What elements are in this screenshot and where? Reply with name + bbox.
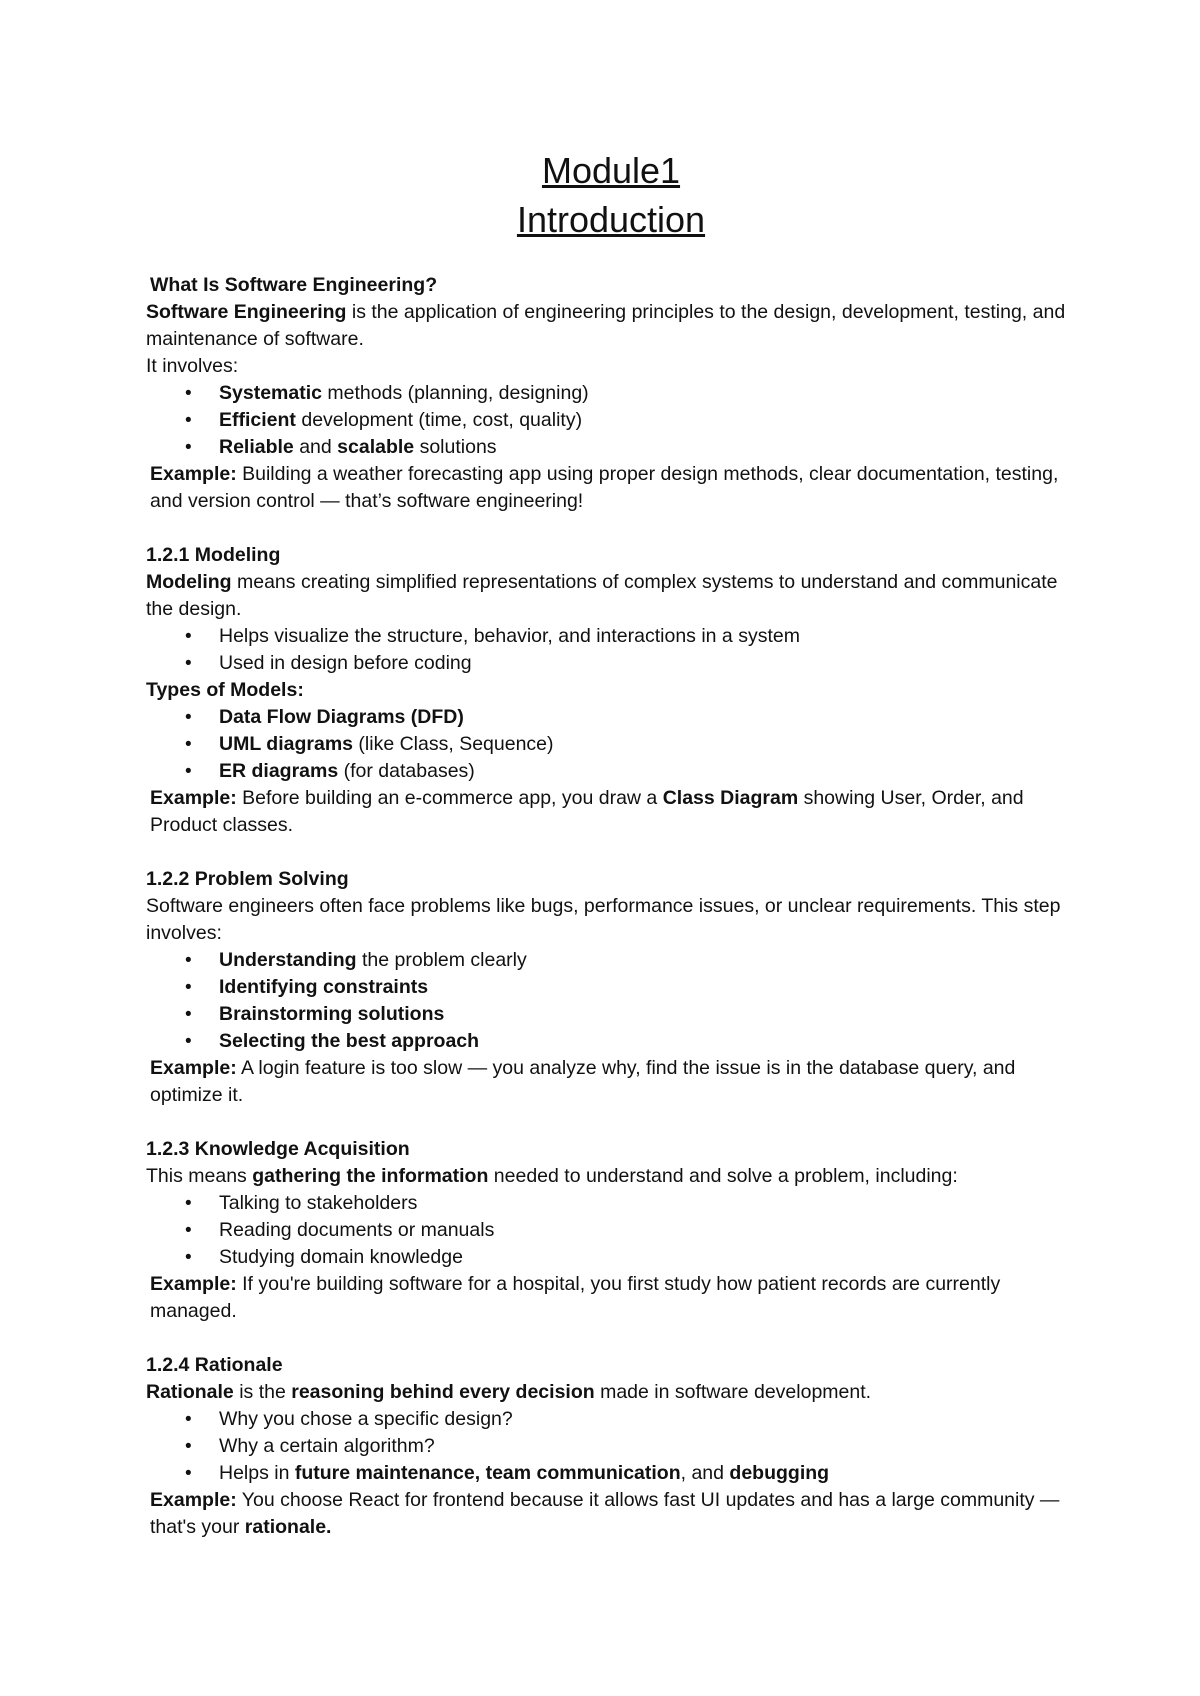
knowledge-text: needed to understand and solve a problem, including: <box>488 1165 958 1187</box>
list-item-bold: Systematic <box>219 382 322 404</box>
section-heading-problem-solving: 1.2.2 Problem Solving <box>146 868 349 890</box>
rationale-example <box>146 1487 1076 1541</box>
example-label: Example: <box>150 463 237 485</box>
intro-example <box>146 461 1076 515</box>
modeling-term: Modeling <box>146 571 232 593</box>
list-item-bold: Identifying constraints <box>219 976 429 998</box>
involves-list <box>146 380 1076 461</box>
list-item-text: Helps in <box>219 1462 295 1484</box>
list-item-text: development (time, cost, quality) <box>295 409 583 431</box>
list-item: • Why a certain algorithm? <box>219 1433 1076 1460</box>
types-of-models-label: Types of Models: <box>146 679 304 701</box>
example-label: Example: <box>150 1057 237 1079</box>
list-item-text: (for databases) <box>338 760 475 782</box>
example-bold: Class Diagram <box>662 787 799 809</box>
list-item-text: , and <box>680 1462 730 1484</box>
section-heading-knowledge: 1.2.3 Knowledge Acquisition <box>146 1138 410 1160</box>
list-item <box>219 947 1076 974</box>
list-item-bold: Selecting the best approach <box>219 1030 480 1052</box>
knowledge-text: This means <box>146 1165 253 1187</box>
list-item <box>219 1028 1076 1055</box>
example-text: If you're building software for a hospital, you first study how patient records are currently managed. <box>150 1273 1001 1322</box>
rationale-list <box>146 1406 1076 1487</box>
example-label: Example: <box>150 1273 237 1295</box>
list-item-bold: future maintenance, team communication <box>294 1462 681 1484</box>
rationale-definition <box>146 1379 1076 1406</box>
problem-list <box>146 947 1076 1055</box>
modeling-list <box>146 623 1076 677</box>
list-item: • Reading documents or manuals <box>219 1217 1076 1244</box>
list-item <box>219 758 1076 785</box>
list-item <box>219 1460 1076 1487</box>
list-item-bold: scalable <box>337 436 415 458</box>
list-item-bold: UML diagrams <box>219 733 354 755</box>
module-subtitle: Introduction <box>516 199 706 240</box>
example-text: A login feature is too slow — you analyze why, find the issue is in the database query, and optimize it. <box>150 1057 1016 1106</box>
example-label: Example: <box>150 1489 237 1511</box>
problem-description: Software engineers often face problems like bugs, performance issues, or unclear requirements. This step involves: <box>146 895 1061 944</box>
list-item <box>219 407 1076 434</box>
section-heading-what-is-se: What Is Software Engineering? <box>150 274 438 296</box>
se-term: Software Engineering <box>146 301 347 323</box>
rationale-bold: reasoning behind every decision <box>291 1381 595 1403</box>
list-item: • Talking to stakeholders <box>219 1190 1076 1217</box>
list-item-bold: debugging <box>729 1462 830 1484</box>
list-item-bold: Understanding <box>219 949 357 971</box>
example-bold: rationale. <box>244 1516 332 1538</box>
list-item-bold: Brainstorming solutions <box>219 1003 445 1025</box>
section-heading-modeling: 1.2.1 Modeling <box>146 544 281 566</box>
list-item-text: methods (planning, designing) <box>321 382 589 404</box>
example-label: Example: <box>150 787 237 809</box>
knowledge-example <box>146 1271 1076 1325</box>
section-heading-rationale: 1.2.4 Rationale <box>146 1354 283 1376</box>
se-definition-text: is the application of engineering principles to the design, development, testing, and maintenance of software. <box>146 301 1066 350</box>
list-item: • Used in design before coding <box>219 650 1076 677</box>
list-item <box>219 704 1076 731</box>
list-item-bold: ER diagrams <box>219 760 339 782</box>
rationale-text: made in software development. <box>594 1381 872 1403</box>
example-text: You choose React for frontend because it allows fast UI updates and has a large community — that's your <box>150 1489 1060 1538</box>
example-text: Building a weather forecasting app using proper design methods, clear documentation, testing, and version control — that’s software engineering! <box>150 463 1059 512</box>
types-of-models-list <box>146 704 1076 785</box>
list-item: • Studying domain knowledge <box>219 1244 1076 1271</box>
modeling-definition <box>146 569 1076 623</box>
list-item-text: the problem clearly <box>356 949 527 971</box>
list-item-text: (like Class, Sequence) <box>353 733 554 755</box>
list-item-bold: Efficient <box>219 409 296 431</box>
problem-example <box>146 1055 1076 1109</box>
knowledge-list <box>146 1190 1076 1271</box>
involves-label: It involves: <box>146 355 239 377</box>
example-text: showing User, Order, and Product classes. <box>150 787 1024 836</box>
modeling-definition-text: means creating simplified representations of complex systems to understand and communicate the design. <box>146 571 1058 620</box>
list-item-bold: Reliable <box>219 436 294 458</box>
example-text: Before building an e-commerce app, you draw a <box>236 787 663 809</box>
list-item <box>219 974 1076 1001</box>
list-item: • Helps visualize the structure, behavior, and interactions in a system <box>219 623 1076 650</box>
knowledge-bold: gathering the information <box>252 1165 489 1187</box>
list-item-bold: Data Flow Diagrams (DFD) <box>219 706 464 728</box>
list-item <box>219 380 1076 407</box>
list-item-text: and <box>293 436 338 458</box>
list-item <box>219 731 1076 758</box>
rationale-text: is the <box>233 1381 292 1403</box>
list-item <box>219 1001 1076 1028</box>
rationale-term: Rationale <box>146 1381 234 1403</box>
module-title: Module1 <box>541 150 681 191</box>
se-definition <box>146 299 1076 353</box>
knowledge-description <box>146 1163 1076 1190</box>
list-item <box>219 434 1076 461</box>
modeling-example <box>146 785 1076 839</box>
document-body <box>146 272 1076 1541</box>
list-item-text: solutions <box>414 436 497 458</box>
list-item: • Why you chose a specific design? <box>219 1406 1076 1433</box>
